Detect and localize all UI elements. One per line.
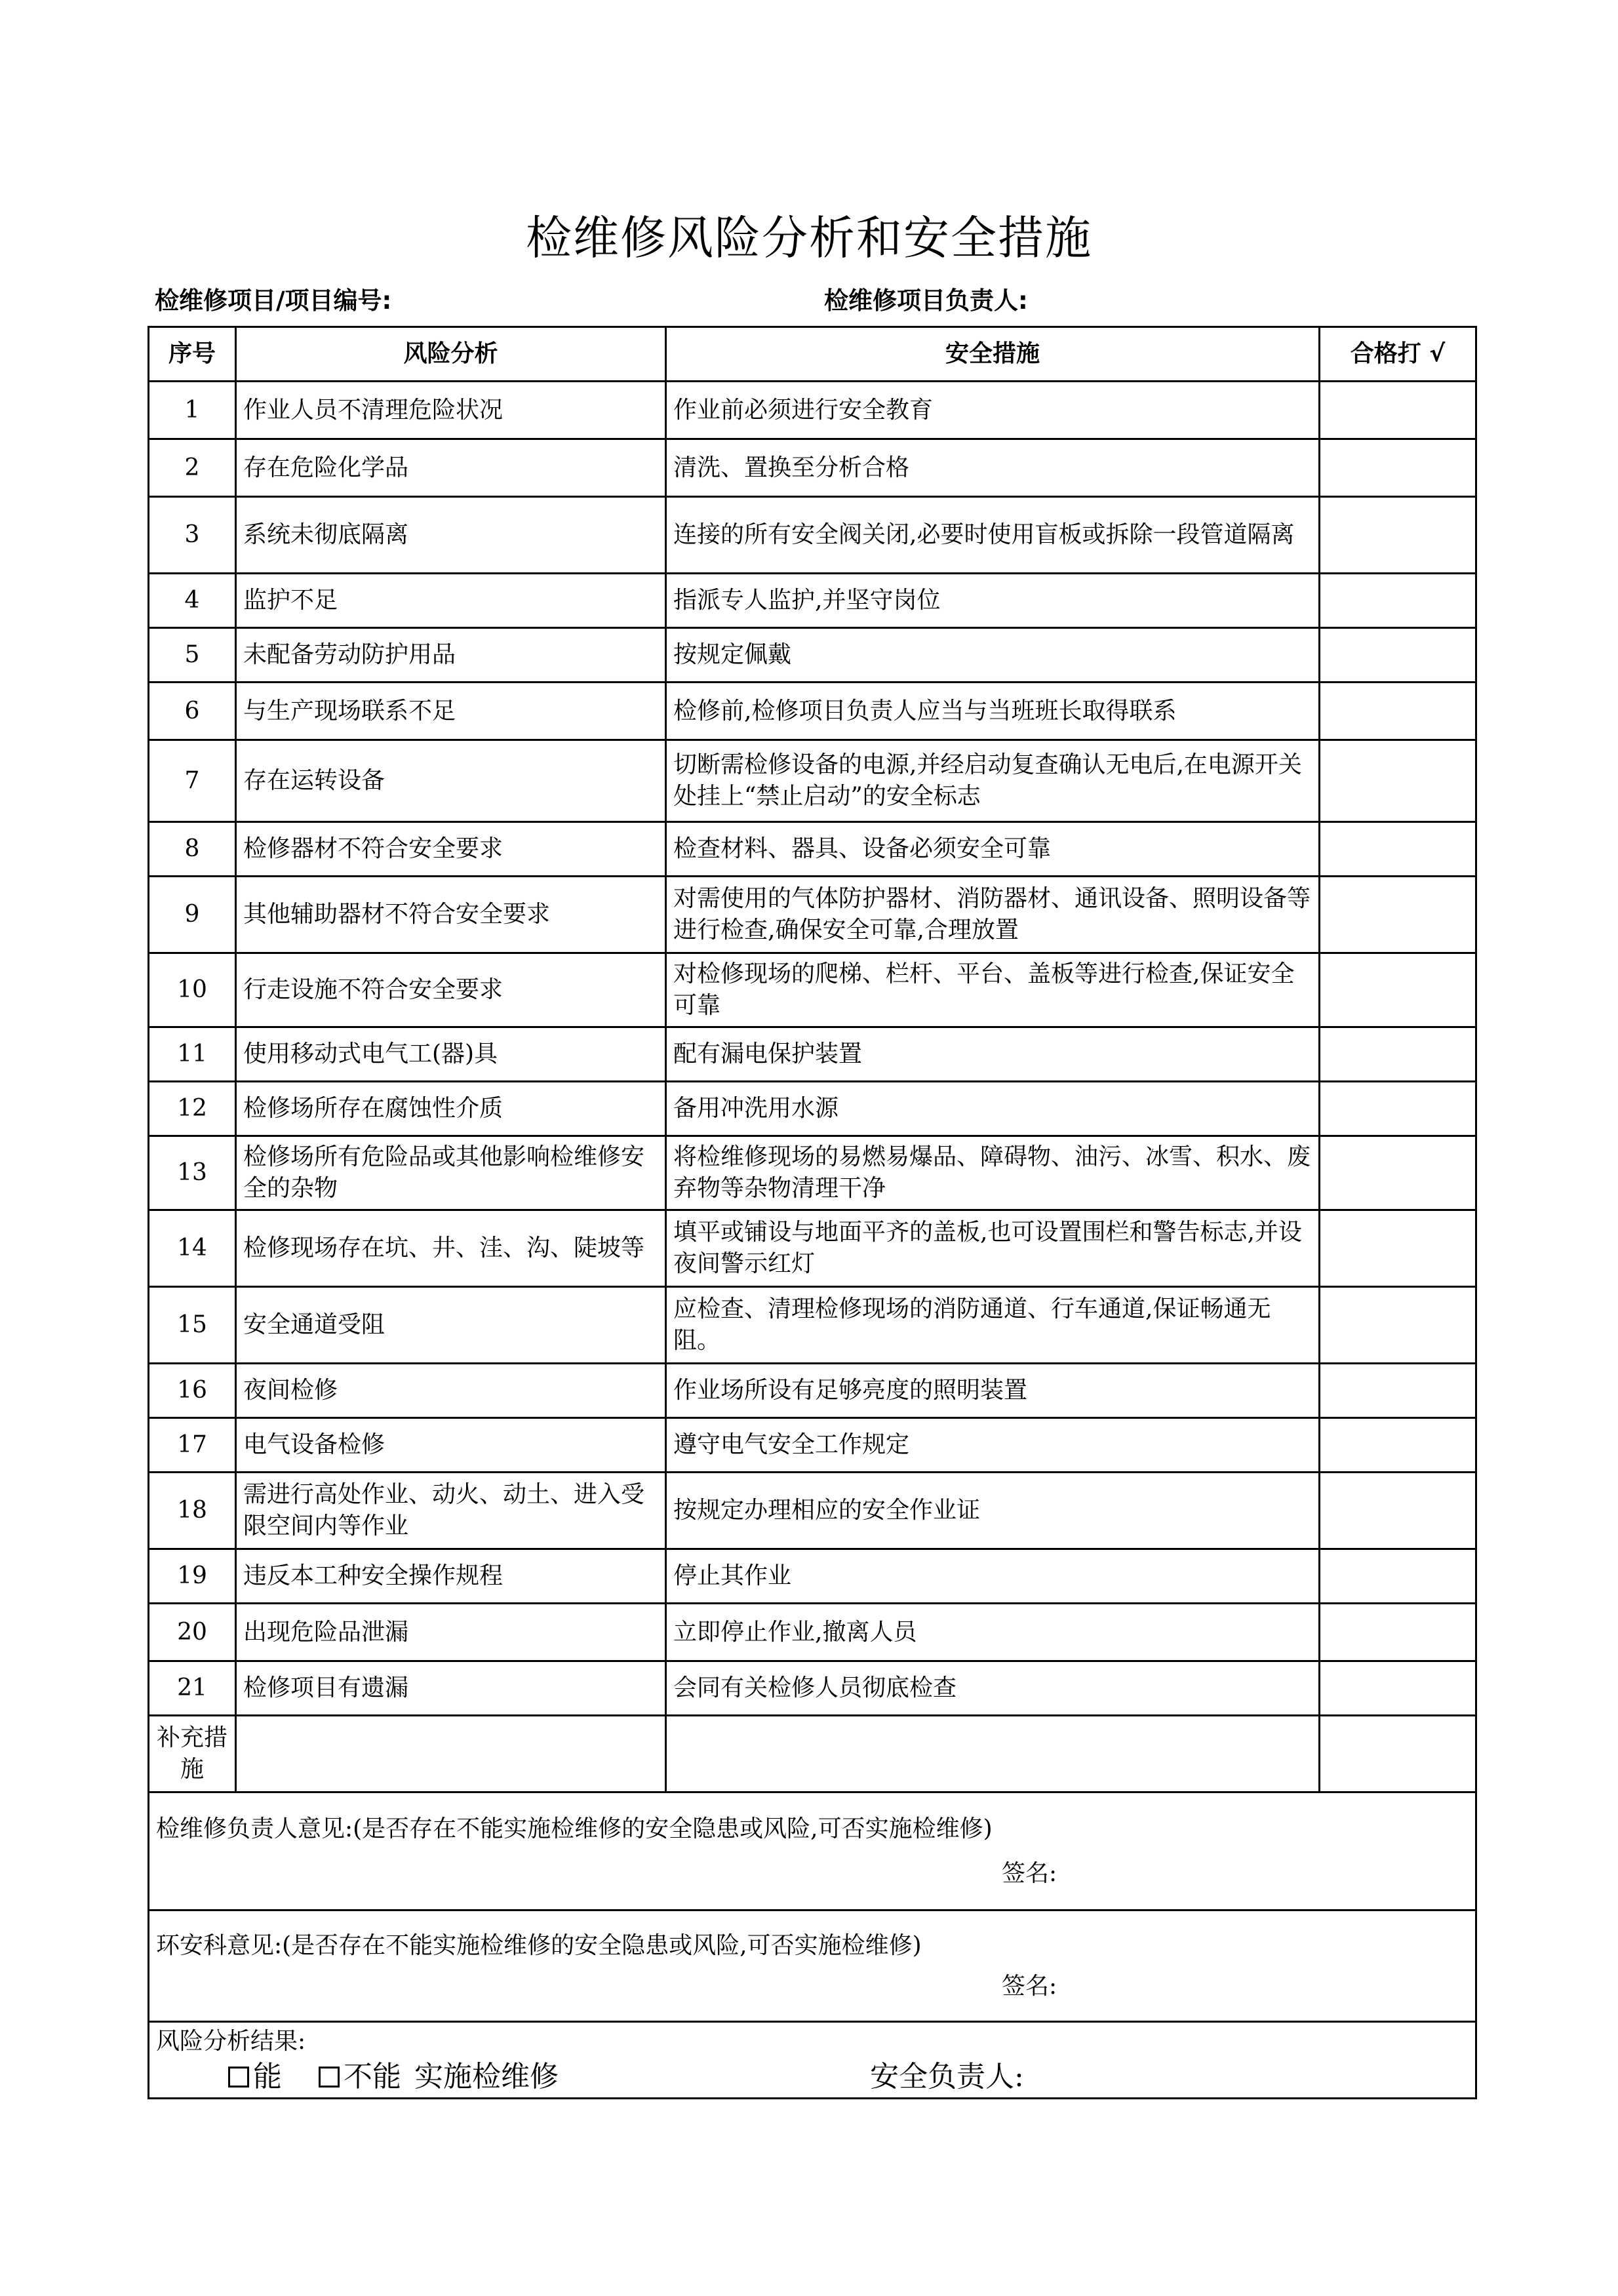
row-number: 5 <box>149 628 236 683</box>
header-measure: 安全措施 <box>666 327 1320 382</box>
check-cell[interactable] <box>1320 1136 1476 1210</box>
option-no[interactable] <box>319 2057 401 2097</box>
measure-cell: 检查材料、器具、设备必须安全可靠 <box>666 822 1320 877</box>
measure-cell: 对检修现场的爬梯、栏杆、平台、盖板等进行检查,保证安全可靠 <box>666 953 1320 1027</box>
measure-cell: 立即停止作业,撤离人员 <box>666 1604 1320 1661</box>
risk-analysis-table <box>148 326 1477 2099</box>
risk-cell: 夜间检修 <box>236 1364 666 1418</box>
table-row <box>149 497 1476 574</box>
table-row <box>149 1287 1476 1364</box>
check-cell[interactable] <box>1320 1661 1476 1716</box>
measure-cell: 切断需检修设备的电源,并经启动复查确认无电后,在电源开关处挂上“禁止启动”的安全标志 <box>666 740 1320 822</box>
risk-cell: 与生产现场联系不足 <box>236 683 666 740</box>
table-row <box>149 1418 1476 1473</box>
supplement-check-cell[interactable] <box>1320 1716 1476 1792</box>
measure-cell: 按规定佩戴 <box>666 628 1320 683</box>
result-cell <box>149 2022 1476 2099</box>
risk-cell: 检修场所有危险品或其他影响检维修安全的杂物 <box>236 1136 666 1210</box>
measure-cell: 会同有关检修人员彻底检查 <box>666 1661 1320 1716</box>
risk-cell: 监护不足 <box>236 574 666 628</box>
row-number: 14 <box>149 1210 236 1287</box>
checkbox-no-icon[interactable] <box>319 2067 340 2088</box>
check-cell[interactable] <box>1320 822 1476 877</box>
result-options <box>156 2057 1469 2097</box>
project-number-label: 检维修项目/项目编号: <box>155 287 392 315</box>
measure-cell: 备用冲洗用水源 <box>666 1082 1320 1136</box>
measure-cell: 检修前,检修项目负责人应当与当班班长取得联系 <box>666 683 1320 740</box>
row-number: 16 <box>149 1364 236 1418</box>
safety-dept-opinion-text: 环安科意见:(是否存在不能实施检维修的安全隐患或风险,可否实施检维修) <box>156 1931 922 1959</box>
row-number: 6 <box>149 683 236 740</box>
row-number: 11 <box>149 1027 236 1082</box>
leader-opinion-text: 检维修负责人意见:(是否存在不能实施检维修的安全隐患或风险,可否实施检维修) <box>156 1815 993 1842</box>
measure-cell: 指派专人监护,并坚守岗位 <box>666 574 1320 628</box>
check-cell[interactable] <box>1320 1418 1476 1473</box>
risk-cell: 其他辅助器材不符合安全要求 <box>236 877 666 953</box>
leader-opinion-cell[interactable] <box>149 1792 1476 1910</box>
table-row <box>149 1473 1476 1549</box>
row-number: 12 <box>149 1082 236 1136</box>
option-yes[interactable] <box>228 2057 282 2097</box>
risk-cell: 检修项目有遗漏 <box>236 1661 666 1716</box>
table-row <box>149 822 1476 877</box>
page-title: 检维修风险分析和安全措施 <box>526 211 1092 265</box>
table-row <box>149 877 1476 953</box>
row-number: 10 <box>149 953 236 1027</box>
risk-cell: 需进行高处作业、动火、动土、进入受限空间内等作业 <box>236 1473 666 1549</box>
risk-cell: 安全通道受阻 <box>236 1287 666 1364</box>
table-header-row <box>149 327 1476 382</box>
check-cell[interactable] <box>1320 1082 1476 1136</box>
risk-cell: 检修场所存在腐蚀性介质 <box>236 1082 666 1136</box>
measure-cell: 连接的所有安全阀关闭,必要时使用盲板或拆除一段管道隔离 <box>666 497 1320 574</box>
table-row <box>149 1082 1476 1136</box>
safety-dept-opinion-cell[interactable] <box>149 1910 1476 2022</box>
check-cell[interactable] <box>1320 740 1476 822</box>
measure-cell: 将检维修现场的易燃易爆品、障碍物、油污、冰雪、积水、废弃物等杂物清理干净 <box>666 1136 1320 1210</box>
result-row <box>149 2022 1476 2099</box>
supplement-risk-cell[interactable] <box>236 1716 666 1792</box>
check-cell[interactable] <box>1320 1027 1476 1082</box>
risk-cell: 电气设备检修 <box>236 1418 666 1473</box>
check-cell[interactable] <box>1320 382 1476 439</box>
row-number: 20 <box>149 1604 236 1661</box>
risk-cell: 行走设施不符合安全要求 <box>236 953 666 1027</box>
risk-cell: 作业人员不清理危险状况 <box>236 382 666 439</box>
row-number: 15 <box>149 1287 236 1364</box>
measure-cell: 应检查、清理检修现场的消防通道、行车通道,保证畅通无阻。 <box>666 1287 1320 1364</box>
table-row <box>149 1027 1476 1082</box>
row-number: 2 <box>149 439 236 497</box>
row-number: 1 <box>149 382 236 439</box>
option-no-label: 不能 <box>344 2060 401 2093</box>
risk-cell: 存在危险化学品 <box>236 439 666 497</box>
table-row <box>149 1210 1476 1287</box>
safety-dept-opinion-row <box>149 1910 1476 2022</box>
risk-cell: 使用移动式电气工(器)具 <box>236 1027 666 1082</box>
risk-cell: 违反本工种安全操作规程 <box>236 1549 666 1604</box>
check-cell[interactable] <box>1320 628 1476 683</box>
supplement-row <box>149 1716 1476 1792</box>
check-cell[interactable] <box>1320 1604 1476 1661</box>
measure-cell: 作业场所设有足够亮度的照明装置 <box>666 1364 1320 1418</box>
risk-cell: 系统未彻底隔离 <box>236 497 666 574</box>
row-number: 19 <box>149 1549 236 1604</box>
row-number: 9 <box>149 877 236 953</box>
row-number: 3 <box>149 497 236 574</box>
leader-signature-label: 签名: <box>1002 1859 1057 1887</box>
measure-cell: 停止其作业 <box>666 1549 1320 1604</box>
row-number: 21 <box>149 1661 236 1716</box>
table-row <box>149 1136 1476 1210</box>
table-row <box>149 382 1476 439</box>
table-row <box>149 1604 1476 1661</box>
row-number: 17 <box>149 1418 236 1473</box>
check-cell[interactable] <box>1320 1287 1476 1364</box>
row-number: 7 <box>149 740 236 822</box>
table-row <box>149 628 1476 683</box>
safety-leader-label: 安全负责人: <box>870 2060 1024 2093</box>
header-risk: 风险分析 <box>236 327 666 382</box>
header-check: 合格打 √ <box>1320 327 1476 382</box>
supplement-label: 补充措施 <box>149 1716 236 1792</box>
check-cell[interactable] <box>1320 1364 1476 1418</box>
risk-cell: 检修现场存在坑、井、洼、沟、陡坡等 <box>236 1210 666 1287</box>
measure-cell: 作业前必须进行安全教育 <box>666 382 1320 439</box>
measure-cell: 对需使用的气体防护器材、消防器材、通讯设备、照明设备等进行检查,确保安全可靠,合理放置 <box>666 877 1320 953</box>
table-row <box>149 1549 1476 1604</box>
check-cell[interactable] <box>1320 497 1476 574</box>
table-row <box>149 683 1476 740</box>
check-cell[interactable] <box>1320 877 1476 953</box>
check-cell[interactable] <box>1320 439 1476 497</box>
table-row <box>149 574 1476 628</box>
leader-opinion-row <box>149 1792 1476 1910</box>
result-label: 风险分析结果: <box>156 2028 306 2055</box>
row-number: 18 <box>149 1473 236 1549</box>
risk-cell: 出现危险品泄漏 <box>236 1604 666 1661</box>
check-cell[interactable] <box>1320 1473 1476 1549</box>
check-cell[interactable] <box>1320 1210 1476 1287</box>
table-row <box>149 1661 1476 1716</box>
check-cell[interactable] <box>1320 953 1476 1027</box>
table-row <box>149 1364 1476 1418</box>
option-yes-label: 能 <box>253 2060 282 2093</box>
measure-cell: 填平或铺设与地面平齐的盖板,也可设置围栏和警告标志,并设夜间警示红灯 <box>666 1210 1320 1287</box>
row-number: 8 <box>149 822 236 877</box>
table-row <box>149 439 1476 497</box>
check-cell[interactable] <box>1320 1549 1476 1604</box>
table-row <box>149 953 1476 1027</box>
result-action-label: 实施检维修 <box>414 2060 559 2093</box>
table-row <box>149 740 1476 822</box>
check-cell[interactable] <box>1320 574 1476 628</box>
safety-dept-signature-label: 签名: <box>1002 1972 1057 2000</box>
measure-cell: 按规定办理相应的安全作业证 <box>666 1473 1320 1549</box>
risk-cell: 检修器材不符合安全要求 <box>236 822 666 877</box>
row-number: 4 <box>149 574 236 628</box>
supplement-measure-cell[interactable] <box>666 1716 1320 1792</box>
row-number: 13 <box>149 1136 236 1210</box>
check-cell[interactable] <box>1320 683 1476 740</box>
measure-cell: 配有漏电保护装置 <box>666 1027 1320 1082</box>
risk-cell: 存在运转设备 <box>236 740 666 822</box>
measure-cell: 遵守电气安全工作规定 <box>666 1418 1320 1473</box>
project-leader-label: 检维修项目负责人: <box>824 287 1028 315</box>
measure-cell: 清洗、置换至分析合格 <box>666 439 1320 497</box>
header-no: 序号 <box>149 327 236 382</box>
risk-cell: 未配备劳动防护用品 <box>236 628 666 683</box>
checkbox-yes-icon[interactable] <box>228 2067 249 2088</box>
